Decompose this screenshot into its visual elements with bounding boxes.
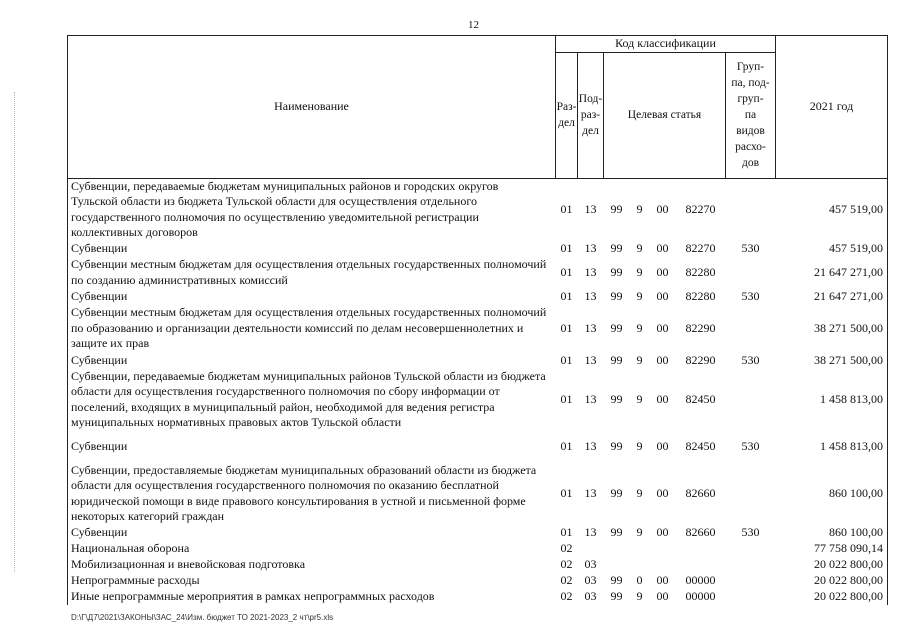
cell-name: Субвенции bbox=[68, 353, 556, 369]
cell-group: 530 bbox=[741, 240, 760, 255]
cell-group bbox=[726, 557, 776, 573]
cell-s2: 9 bbox=[636, 438, 643, 453]
cell-s1: 99 bbox=[610, 264, 623, 279]
cell-name: Субвенции местным бюджетам для осуществления отдельных государственных полномочий по образованию и организации деятельности комиссий по делам несовершеннолетних и защите их прав bbox=[68, 305, 556, 353]
table-row bbox=[68, 573, 888, 589]
cell-s2: 9 bbox=[636, 201, 643, 216]
cell-group: 530 bbox=[741, 288, 760, 303]
cell-s2: 9 bbox=[636, 391, 643, 406]
cell-s3: 00 bbox=[656, 201, 669, 216]
cell-s4: 82280 bbox=[685, 288, 716, 303]
cell-amount: 38 271 500,00 bbox=[776, 353, 888, 369]
table-row bbox=[68, 431, 888, 463]
cell-s3: 00 bbox=[656, 320, 669, 335]
cell-s2: 9 bbox=[636, 588, 643, 603]
cell-s3: 00 bbox=[656, 572, 669, 587]
cell-razdel: 02 bbox=[560, 572, 573, 587]
cell-razdel: 02 bbox=[560, 588, 573, 603]
cell-podrazdel: 03 bbox=[584, 572, 597, 587]
cell-s4: 82280 bbox=[685, 264, 716, 279]
cell-amount: 1 458 813,00 bbox=[776, 431, 888, 463]
cell-amount: 457 519,00 bbox=[776, 241, 888, 257]
cell-group: 530 bbox=[741, 524, 760, 539]
cell-podrazdel bbox=[578, 541, 604, 557]
header-name: Наименование bbox=[68, 36, 556, 179]
cell-amount: 38 271 500,00 bbox=[776, 305, 888, 353]
table-row bbox=[68, 557, 888, 573]
cell-razdel: 02 bbox=[560, 556, 573, 571]
table-row bbox=[68, 353, 888, 369]
table-row bbox=[68, 289, 888, 305]
cell-s4: 82660 bbox=[685, 524, 716, 539]
cell-s4 bbox=[676, 541, 726, 557]
cell-s1: 99 bbox=[610, 438, 623, 453]
cell-s1: 99 bbox=[610, 352, 623, 367]
cell-name: Субвенции, передаваемые бюджетам муниципальных районов и городских округов Тульской области из бюджета Тульской области для осуществления отдельного государственного полномочия по осуществлению уведомительной регистрации коллективных договоров bbox=[68, 178, 556, 241]
cell-group bbox=[726, 305, 776, 353]
table-row bbox=[68, 178, 888, 241]
table-row bbox=[68, 463, 888, 525]
cell-s4 bbox=[676, 557, 726, 573]
cell-s1: 99 bbox=[610, 201, 623, 216]
cell-s1: 99 bbox=[610, 524, 623, 539]
header-classification: Код классификации bbox=[556, 36, 776, 53]
cell-s2: 9 bbox=[636, 240, 643, 255]
cell-group bbox=[726, 573, 776, 589]
cell-amount: 1 458 813,00 bbox=[776, 369, 888, 431]
cell-s4: 82270 bbox=[685, 201, 716, 216]
cell-s4: 00000 bbox=[685, 572, 716, 587]
cell-s2 bbox=[630, 541, 650, 557]
cell-razdel: 01 bbox=[560, 320, 573, 335]
cell-s3: 00 bbox=[656, 352, 669, 367]
margin-binding-marks bbox=[14, 92, 17, 572]
cell-name: Субвенции bbox=[68, 289, 556, 305]
table-row bbox=[68, 241, 888, 257]
cell-razdel: 01 bbox=[560, 391, 573, 406]
cell-razdel: 01 bbox=[560, 485, 573, 500]
header-target: Целевая статья bbox=[604, 52, 726, 178]
cell-podrazdel: 03 bbox=[584, 556, 597, 571]
cell-s2: 9 bbox=[636, 352, 643, 367]
table-row bbox=[68, 541, 888, 557]
cell-podrazdel: 13 bbox=[584, 352, 597, 367]
cell-name: Мобилизационная и вневойсковая подготовка bbox=[68, 557, 556, 573]
cell-name: Субвенции, предоставляемые бюджетам муниципальных образований области из бюджета области для осуществления государственного полномочия по оказанию бесплатной юридической помощи в виде правового консультирования в устной и письменной форме некоторых категорий граждан bbox=[68, 463, 556, 525]
cell-s1: 99 bbox=[610, 391, 623, 406]
cell-s3: 00 bbox=[656, 524, 669, 539]
cell-amount: 457 519,00 bbox=[776, 178, 888, 241]
cell-amount: 20 022 800,00 bbox=[776, 589, 888, 605]
header-razdel: Раз- дел bbox=[556, 52, 578, 178]
cell-name: Субвенции bbox=[68, 431, 556, 463]
cell-s1: 99 bbox=[610, 588, 623, 603]
cell-group bbox=[726, 463, 776, 525]
cell-razdel: 01 bbox=[560, 352, 573, 367]
cell-s3 bbox=[650, 541, 676, 557]
cell-group bbox=[726, 178, 776, 241]
cell-s1: 99 bbox=[610, 240, 623, 255]
cell-name: Субвенции bbox=[68, 241, 556, 257]
cell-s2 bbox=[630, 557, 650, 573]
cell-s3: 00 bbox=[656, 485, 669, 500]
cell-s1: 99 bbox=[610, 572, 623, 587]
cell-group bbox=[726, 257, 776, 289]
cell-amount: 21 647 271,00 bbox=[776, 289, 888, 305]
header-year: 2021 год bbox=[776, 36, 888, 179]
cell-s1 bbox=[604, 557, 630, 573]
cell-s2: 9 bbox=[636, 524, 643, 539]
file-path-footer: D:\Г\Д7\2021\ЗАКОНЫ\ЗАС_24\Изм. бюджет ТО 2021-2023_2 чт\pr5.xls bbox=[71, 613, 334, 622]
cell-podrazdel: 13 bbox=[584, 320, 597, 335]
cell-s3: 00 bbox=[656, 438, 669, 453]
cell-name: Иные непрограммные мероприятия в рамках непрограммных расходов bbox=[68, 589, 556, 605]
cell-s4: 82450 bbox=[685, 438, 716, 453]
cell-s1: 99 bbox=[610, 485, 623, 500]
cell-group: 530 bbox=[741, 352, 760, 367]
cell-podrazdel: 13 bbox=[584, 438, 597, 453]
cell-name: Непрограммные расходы bbox=[68, 573, 556, 589]
table-row bbox=[68, 305, 888, 353]
cell-razdel: 01 bbox=[560, 240, 573, 255]
cell-s2: 9 bbox=[636, 320, 643, 335]
table-row bbox=[68, 589, 888, 605]
cell-razdel: 02 bbox=[560, 540, 573, 555]
cell-podrazdel: 13 bbox=[584, 240, 597, 255]
cell-s2: 9 bbox=[636, 288, 643, 303]
cell-s4: 82290 bbox=[685, 352, 716, 367]
cell-s2: 0 bbox=[636, 572, 643, 587]
cell-razdel: 01 bbox=[560, 201, 573, 216]
page-number: 12 bbox=[468, 19, 479, 31]
cell-name: Субвенции местным бюджетам для осуществления отдельных государственных полномочий по созданию административных комиссий bbox=[68, 257, 556, 289]
cell-name: Субвенции bbox=[68, 525, 556, 541]
cell-s1: 99 bbox=[610, 320, 623, 335]
cell-s2: 9 bbox=[636, 485, 643, 500]
cell-podrazdel: 13 bbox=[584, 485, 597, 500]
cell-group bbox=[726, 541, 776, 557]
cell-amount: 21 647 271,00 bbox=[776, 257, 888, 289]
cell-s3: 00 bbox=[656, 264, 669, 279]
cell-amount: 860 100,00 bbox=[776, 463, 888, 525]
header-row-main bbox=[68, 36, 888, 53]
cell-podrazdel: 03 bbox=[584, 588, 597, 603]
cell-group: 530 bbox=[741, 438, 760, 453]
cell-s3: 00 bbox=[656, 240, 669, 255]
budget-table bbox=[67, 35, 888, 605]
cell-s3: 00 bbox=[656, 391, 669, 406]
cell-group bbox=[726, 589, 776, 605]
cell-s4: 82270 bbox=[685, 240, 716, 255]
table-row bbox=[68, 525, 888, 541]
cell-s4: 00000 bbox=[685, 588, 716, 603]
table-row bbox=[68, 369, 888, 431]
cell-amount: 860 100,00 bbox=[776, 525, 888, 541]
cell-amount: 20 022 800,00 bbox=[776, 557, 888, 573]
cell-amount: 77 758 090,14 bbox=[776, 541, 888, 557]
cell-podrazdel: 13 bbox=[584, 391, 597, 406]
cell-podrazdel: 13 bbox=[584, 524, 597, 539]
cell-amount: 20 022 800,00 bbox=[776, 573, 888, 589]
cell-group bbox=[726, 369, 776, 431]
cell-s4: 82450 bbox=[685, 391, 716, 406]
cell-podrazdel: 13 bbox=[584, 288, 597, 303]
header-group: Груп- па, под- груп- па видов расхо- дов bbox=[726, 52, 776, 178]
cell-podrazdel: 13 bbox=[584, 201, 597, 216]
cell-name: Национальная оборона bbox=[68, 541, 556, 557]
cell-name: Субвенции, передаваемые бюджетам муниципальных районов Тульской области из бюджета области для осуществления государственного полномочия по сбору информации от поселений, входящих в муниципальный район, необходимой для ведения регистра муниципальных нормативных правовых актов Тульской области bbox=[68, 369, 556, 431]
header-podrazdel: Под- раз- дел bbox=[578, 52, 604, 178]
cell-razdel: 01 bbox=[560, 288, 573, 303]
cell-s3 bbox=[650, 557, 676, 573]
cell-s3: 00 bbox=[656, 588, 669, 603]
cell-s4: 82660 bbox=[685, 485, 716, 500]
cell-razdel: 01 bbox=[560, 264, 573, 279]
cell-s1 bbox=[604, 541, 630, 557]
cell-podrazdel: 13 bbox=[584, 264, 597, 279]
cell-s3: 00 bbox=[656, 288, 669, 303]
cell-s2: 9 bbox=[636, 264, 643, 279]
cell-s1: 99 bbox=[610, 288, 623, 303]
cell-s4: 82290 bbox=[685, 320, 716, 335]
cell-razdel: 01 bbox=[560, 438, 573, 453]
cell-razdel: 01 bbox=[560, 524, 573, 539]
table-row bbox=[68, 257, 888, 289]
table-body bbox=[68, 178, 888, 605]
